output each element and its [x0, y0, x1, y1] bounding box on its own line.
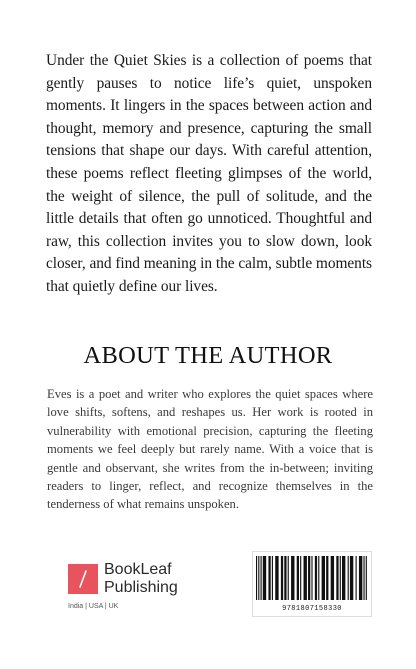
- back-cover-blurb: Under the Quiet Skies is a collection of poems that gently pauses to notice life’s quiet, unspoken moments. It lingers in the spaces between action and thought, memory and presence, capturing the small tensions that shape our days. With careful attention, these poems reflect fleeting glimpses of the world, the weight of silence, the pull of solitude, and the little details that often go unnoticed. Thoughtful and raw, this collection invites you to slow down, look closer, and find meaning in the calm, subtle moments that quietly define our lives.: [46, 52, 372, 295]
- barcode-bar: [272, 556, 273, 600]
- barcode-bar: [318, 556, 319, 600]
- barcode-bar: [350, 556, 353, 600]
- barcode-bar: [291, 556, 294, 600]
- barcode-bar: [315, 556, 317, 600]
- barcode-bar: [322, 556, 325, 600]
- barcode-bar: [326, 556, 328, 600]
- barcode-bar: [288, 556, 289, 600]
- isbn-number: 9781807158330: [282, 605, 342, 613]
- barcode-bar: [348, 556, 349, 600]
- publisher-name: [104, 561, 178, 597]
- barcode-bar: [300, 556, 301, 600]
- publisher-name-line2: Publishing: [104, 579, 178, 596]
- barcode-bar: [308, 556, 310, 600]
- barcode-bar: [356, 556, 357, 600]
- barcode-bar: [342, 556, 345, 600]
- barcode-bars: [256, 556, 368, 600]
- barcode-bar: [256, 556, 257, 600]
- barcode-bar: [311, 556, 312, 600]
- publisher-regions: India | USA | UK: [68, 603, 119, 610]
- barcode-bar: [281, 556, 283, 600]
- barcode-bar: [268, 556, 270, 600]
- author-bio: Eves is a poet and writer who explores the quiet spaces where love shifts, softens, and reshapes us. Her work is rooted in vulnerability with emotional precision, capturing the fleeting moments we feel deeply but rarely name. With a voice that is gentle and observant, she writes from the in-between; inviting readers to linger, reflect, and recognize themselves in the tenderness of what remains unspoken.: [47, 387, 373, 512]
- barcode-bar: [331, 556, 334, 600]
- barcode-bar: [258, 556, 259, 600]
- slash-logo-icon: [68, 564, 98, 594]
- barcode-bar: [284, 556, 286, 600]
- barcode-bar: [363, 556, 364, 600]
- publisher-name-line1: BookLeaf: [104, 561, 172, 578]
- barcode-bar: [359, 556, 362, 600]
- isbn-barcode: [252, 551, 372, 617]
- publisher-logo: [68, 561, 218, 617]
- barcode-bar: [340, 556, 341, 600]
- barcode-bar: [336, 556, 338, 600]
- about-author-heading: ABOUT THE AUTHOR: [83, 342, 333, 369]
- barcode-bar: [275, 556, 278, 600]
- barcode-bar: [297, 556, 299, 600]
- barcode-bar: [304, 556, 307, 600]
- barcode-bar: [261, 556, 262, 600]
- barcode-bar: [263, 556, 266, 600]
- barcode-bar: [366, 556, 367, 600]
